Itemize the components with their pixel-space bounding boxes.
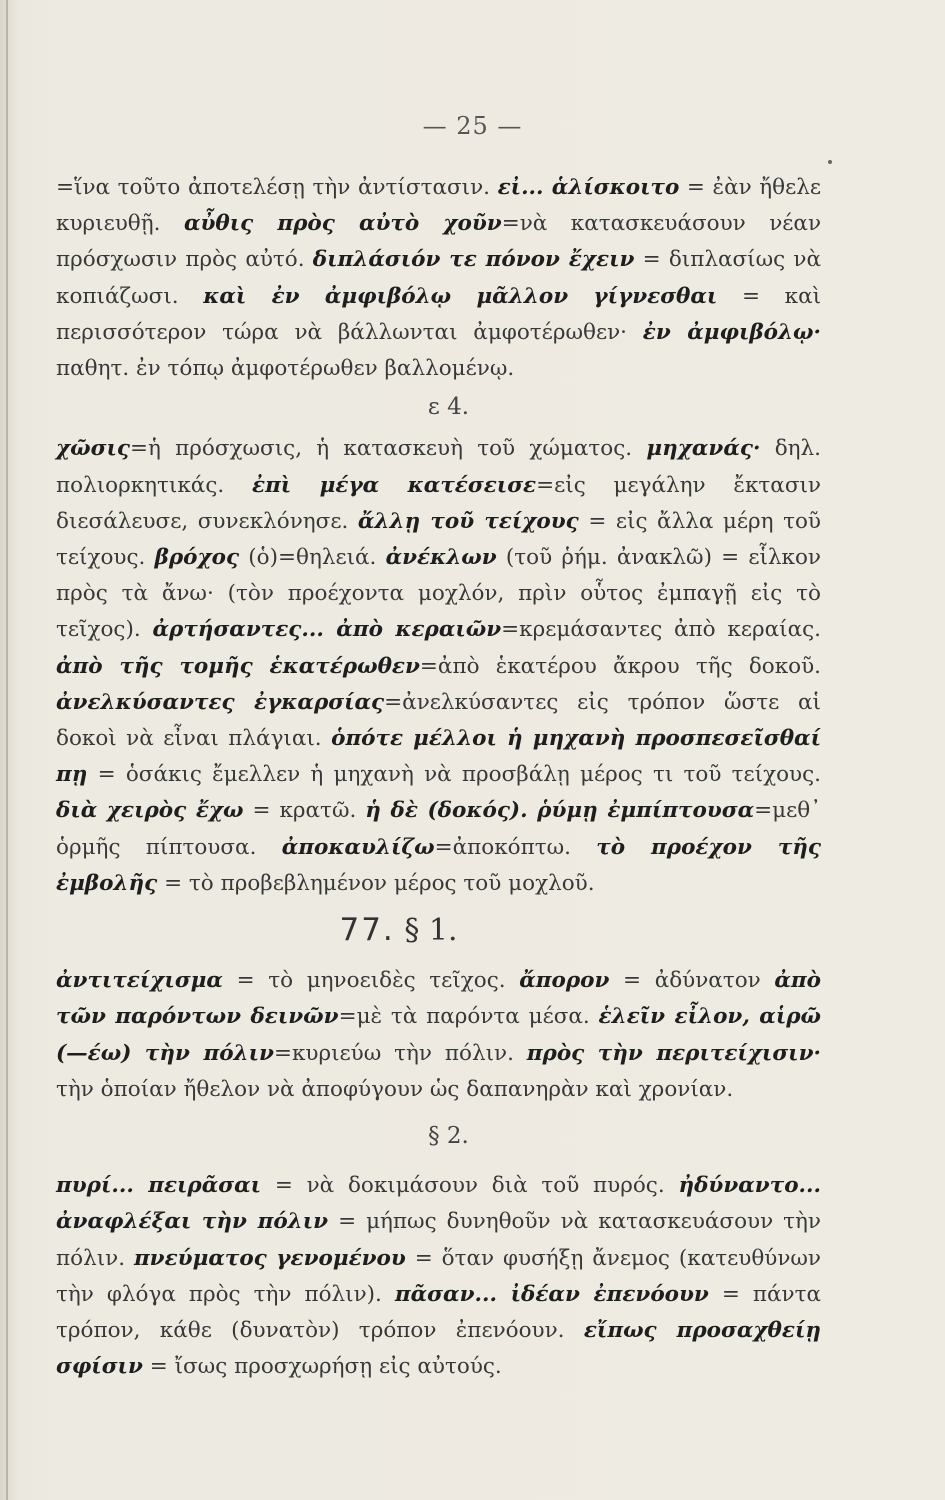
gloss-text: = διπλασίως νὰ κοπιάζωσι. xyxy=(56,247,821,309)
lemma-term: ὁπότε μέλλοι ἡ μηχανὴ προσπεσεῖσθαί πῃ xyxy=(56,726,821,788)
lemma-term: πρὸς τὴν περιτείχισιν· xyxy=(526,1040,821,1066)
gloss-text: παθητ. ἐν τόπῳ ἀμφοτέρωθεν βαλλομένῳ. xyxy=(56,356,515,382)
gloss-text: =ἀνελκύσαντες εἰς τρόπον ὥστε αἱ δοκοὶ νὰ εἶναι πλάγιαι. xyxy=(56,689,821,752)
lemma-term: ἀποκαυλίζω xyxy=(281,834,435,860)
gloss-text: =εἰς μεγάλην ἔκτασιν διεσάλευσε, συνεκλόνησε. xyxy=(56,472,821,534)
gloss-text: = ἐὰν ἤθελε κυριευθῇ. xyxy=(56,175,821,237)
lemma-term: πυρί... πειρᾶσαι xyxy=(56,1173,262,1199)
gloss-text: =μεθ᾽ ὁρμῆς πίπτουσα. xyxy=(56,798,821,860)
lemma-term: ἀντιτείχισμα xyxy=(56,968,223,994)
gloss-text: δηλ. πολιορκητικάς. xyxy=(56,436,821,498)
lemma-term: ἀπὸ τῶν παρόντων δεινῶν xyxy=(56,968,821,1030)
lemma-term: μηχανάς· xyxy=(646,436,761,462)
lemma-term: διπλάσιόν τε πόνον ἔχειν xyxy=(312,247,635,273)
lemma-term: ἀπὸ τῆς τομῆς ἑκατέρωθεν xyxy=(56,653,420,679)
gloss-text: = τὸ προβεβλημένον μέρος τοῦ μοχλοῦ. xyxy=(157,870,595,896)
gloss-text: =κρεμάσαντες ἀπὸ κεραίας. xyxy=(501,617,821,643)
commentary-text xyxy=(56,170,821,1386)
lemma-term: ἠδύναντο... ἀναφλέξαι τὴν πόλιν xyxy=(56,1173,821,1235)
lemma-term: πᾶσαν... ἰδέαν ἐπενόουν xyxy=(394,1281,709,1307)
gloss-text: =ἀπὸ ἑκατέρου ἄκρου τῆς δοκοῦ. xyxy=(419,653,821,679)
binding-edge xyxy=(6,0,8,1500)
gloss-text: = πάντα τρόπον, κάθε (δυνατὸν) τρόπον ἐπενόουν. xyxy=(56,1281,821,1344)
paragraph-2 xyxy=(56,431,821,902)
lemma-term: ἄπορον xyxy=(519,968,610,994)
section-heading-2: § 2. xyxy=(428,1123,469,1150)
lemma-term: πνεύματος γενομένου xyxy=(133,1245,406,1271)
paragraph-1 xyxy=(56,170,821,387)
lemma-term: ἡ δὲ (δοκός). ῥύμῃ ἐμπίπτουσα xyxy=(365,798,755,824)
lemma-term: εἰ... ἁλίσκοιτο xyxy=(497,175,680,200)
section-heading-4: ε 4. xyxy=(427,394,470,421)
gloss-text: =ἡ πρόσχωσις, ἡ κατασκευὴ τοῦ χώματος. xyxy=(129,436,647,462)
gloss-text: τὴν ὁποίαν ἤθελον νὰ ἀποφύγουν ὡς δαπανηρὰν καὶ χρονίαν. xyxy=(56,1076,734,1102)
lemma-term: αὖθις πρὸς αὐτὸ χοῦν xyxy=(183,211,502,237)
gloss-text: (τοῦ ῥήμ. ἀνακλῶ) = εἷλκον πρὸς τὰ ἄνω· (τὸν προέχοντα μοχλόν, πρὶν οὗτος ἐμπαγῇ εἰς τὸ τεῖχος). xyxy=(56,545,821,643)
gloss-text: = ὁσάκις ἔμελλεν ἡ μηχανὴ νὰ προσβάλῃ μέρος τι τοῦ τείχους. xyxy=(87,762,821,788)
lemma-term: βρόχος xyxy=(154,545,240,571)
lemma-term: ἄλλῃ τοῦ τείχους xyxy=(357,508,579,534)
gloss-text: =ἀποκόπτω. xyxy=(434,834,597,860)
lemma-term: ἑλεῖν εἶλον, αἱρῶ (—έω) τὴν πόλιν xyxy=(56,1004,821,1066)
gloss-text: = νὰ δοκιμάσουν διὰ τοῦ πυρός. xyxy=(261,1173,679,1199)
lemma-term: ἐν ἀμφιβόλῳ· xyxy=(642,319,821,345)
chapter-heading xyxy=(56,912,821,949)
lemma-term: χῶσις xyxy=(56,436,130,462)
lemma-term: ἐπὶ μέγα κατέσεισε xyxy=(252,472,537,498)
paragraph-4 xyxy=(56,1168,821,1385)
gloss-text: = ἀδύνατον xyxy=(609,968,775,994)
lemma-term: καὶ ἐν ἀμφιβόλῳ μᾶλλον γίγνεσθαι xyxy=(203,283,718,309)
gloss-text: =νὰ κατασκευάσουν νέαν πρόσχωσιν πρὸς αὐτό. xyxy=(56,211,822,273)
gloss-text: (ὁ)=θηλειά. xyxy=(239,545,386,571)
lemma-term: τὸ προέχον τῆς ἐμβολῆς xyxy=(56,834,822,896)
chapter-section: § 1. xyxy=(404,913,458,949)
gloss-text: = ὅταν φυσήξῃ ἄνεμος (κατευθύνων τὴν φλόγα πρὸς τὴν πόλιν). xyxy=(56,1245,821,1307)
gloss-text: = εἰς ἄλλα μέρη τοῦ τείχους. xyxy=(56,508,821,571)
gloss-text: = ἴσως προσχωρήσῃ εἰς αὐτούς. xyxy=(142,1354,502,1380)
gloss-text: = τὸ μηνοειδὲς τεῖχος. xyxy=(222,968,520,994)
gloss-text: = καὶ περισσότερον τώρα νὰ βάλλωνται ἀμφοτέρωθεν· xyxy=(56,283,822,345)
gloss-text: =ἵνα τοῦτο ἀποτελέσῃ τὴν ἀντίστασιν. xyxy=(56,175,498,200)
lemma-term: ἀνελκύσαντες ἐγκαρσίας xyxy=(56,689,385,715)
lemma-term: ἀνέκλων xyxy=(385,545,497,571)
chapter-number: 77. xyxy=(339,912,395,949)
paragraph-3 xyxy=(56,963,821,1108)
ink-speck xyxy=(828,160,832,164)
page-number: — 25 — xyxy=(422,112,523,140)
lemma-term: ἀρτήσαντες... ἀπὸ κεραιῶν xyxy=(152,617,502,643)
gloss-text: = κρατῶ. xyxy=(243,798,366,824)
gloss-text: =κυριεύω τὴν πόλιν. xyxy=(273,1040,527,1066)
gloss-text: = μήπως δυνηθοῦν νὰ κατασκευάσουν τὴν πόλιν. xyxy=(56,1209,822,1271)
lemma-term: εἴπως προσαχθείῃ σφίσιν xyxy=(56,1318,821,1380)
lemma-term: διὰ χειρὸς ἔχω xyxy=(56,798,244,824)
gloss-text: =μὲ τὰ παρόντα μέσα. xyxy=(338,1004,599,1030)
